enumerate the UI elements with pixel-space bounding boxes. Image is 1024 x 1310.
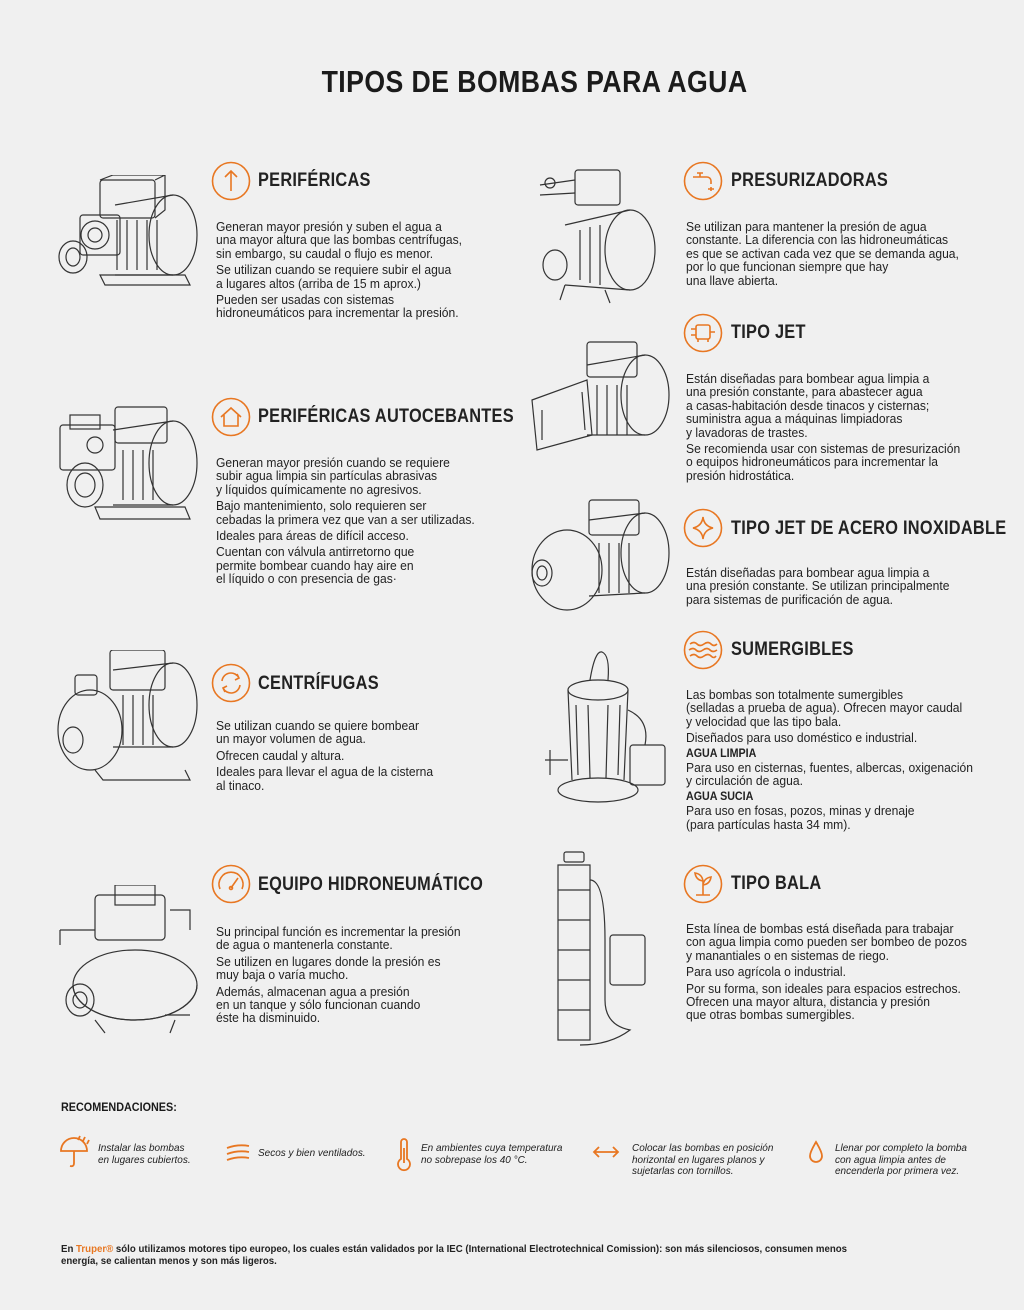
- subsection-title-agua-limpia: AGUA LIMPIA: [686, 747, 757, 760]
- paragraph: Están diseñadas para bombear agua limpia a una presión constante. Se utilizan principalmente para sistemas de purificación de agua.: [686, 565, 950, 607]
- hydropneumatic-equipment-illustration: [55, 885, 200, 1035]
- faucet-icon: [683, 161, 723, 201]
- paragraph: Cuentan con válvula antirretorno que permite bombear cuando hay aire en el líquido o con presencia de gas·: [216, 544, 415, 587]
- section-title-jet-inox: TIPO JET DE ACERO INOXIDABLE: [731, 518, 1007, 539]
- recommendations-title: RECOMENDACIONES:: [61, 1100, 177, 1114]
- section-body-centrifugas: [216, 719, 504, 795]
- section-title-jet: TIPO JET: [731, 322, 806, 343]
- paragraph: Por su forma, son ideales para espacios estrechos. Ofrecen una mayor altura, distancia y presión que otras bombas sumergibles.: [686, 980, 961, 1023]
- section-body-hidroneumatico: [216, 925, 514, 1028]
- recommendation-text: Llenar por completo la bomba con agua limpia antes de encenderla por primera vez.: [835, 1142, 967, 1177]
- pressurizer-pump-illustration: [535, 165, 665, 305]
- recommendation-text: Instalar las bombas en lugares cubiertos.: [98, 1142, 191, 1166]
- paragraph: Se utilizan para mantener la presión de agua constante. La diferencia con las hidroneumáticas es que se activan cada vez que se demanda agua, por lo que funcionan siempre que hay una llave abierta.: [686, 219, 959, 288]
- section-title-hidroneumatico: EQUIPO HIDRONEUMÁTICO: [258, 874, 484, 895]
- brand-name: Truper®: [76, 1243, 114, 1255]
- thermometer-icon: [395, 1138, 413, 1172]
- jet-pump-illustration: [527, 340, 672, 455]
- section-body-presurizadoras: [686, 220, 984, 290]
- gauge-icon: [211, 864, 251, 904]
- paragraph: Esta línea de bombas está diseñada para trabajar con agua limpia como pueden ser bombeo de pozos y manantiales o en sistemas de riego.: [686, 921, 967, 963]
- paragraph: Se recomienda usar con sistemas de presurización o equipos hidroneumáticos para incrementar la presión hidrostática.: [686, 441, 961, 483]
- recommendation-text: Secos y bien ventilados.: [258, 1147, 366, 1159]
- paragraph: Están diseñadas para bombear agua limpia a una presión constante, para abastecer agua a casas-habitación desde tinacos y cisternas; suministra agua a máquinas limpiadoras y lavadoras de trastes.: [686, 371, 930, 440]
- recommendation-text: Colocar las bombas en posición horizontal en lugares planos y sujetarlas con tornillos.: [632, 1142, 774, 1177]
- paragraph: Su principal función es incrementar la presión de agua o mantenerla constante.: [216, 924, 461, 953]
- paragraph: Bajo mantenimiento, solo requieren ser cebadas la primera vez que van a ser utilizadas.: [216, 498, 475, 527]
- section-title-sumergibles: SUMERGIBLES: [731, 639, 854, 660]
- section-body-sumergibles: [686, 688, 984, 834]
- paragraph: Diseñados para uso doméstico e industrial.: [686, 730, 918, 746]
- drop-icon: [808, 1140, 824, 1164]
- refresh-icon: [211, 663, 251, 703]
- paragraph: Generan mayor presión cuando se requiere subir agua limpia sin partículas abrasivas y líquidos químicamente no agresivos.: [216, 455, 450, 497]
- paragraph: Pueden ser usadas con sistemas hidroneumáticos para incrementar la presión.: [216, 292, 459, 321]
- paragraph: Se utilizen en lugares donde la presión es muy baja o varía mucho.: [216, 953, 441, 983]
- section-body-perifericas: [216, 220, 504, 323]
- house-icon: [211, 397, 251, 437]
- section-title-bala: TIPO BALA: [731, 873, 822, 894]
- paragraph: Para uso en fosas, pozos, minas y drenaje (para partículas hasta 34 mm).: [686, 803, 915, 832]
- section-body-jet: [686, 372, 984, 485]
- recommendation-text: En ambientes cuya temperatura no sobrepase los 40 °C.: [421, 1142, 563, 1166]
- paragraph: Las bombas son totalmente sumergibles (selladas a prueba de agua). Ofrecen mayor caudal y velocidad que las tipo bala.: [686, 687, 963, 729]
- section-body-jet-inox: [686, 566, 984, 609]
- paragraph: Para uso en cisternas, fuentes, albercas, oxigenación y circulación de agua.: [686, 760, 973, 789]
- paragraph: Ofrecen caudal y altura.: [216, 747, 345, 763]
- self-priming-pump-illustration: [55, 405, 205, 525]
- paragraph: Se utilizan cuando se quiere bombear un mayor volumen de agua.: [216, 718, 419, 747]
- pump-icon: [683, 313, 723, 353]
- waves-icon: [683, 630, 723, 670]
- arrow-up-icon: [211, 161, 251, 201]
- paragraph: Ideales para áreas de difícil acceso.: [216, 528, 409, 544]
- section-title-centrifugas: CENTRÍFUGAS: [258, 673, 379, 694]
- sparkle-icon: [683, 508, 723, 548]
- page-title: TIPOS DE BOMBAS PARA AGUA: [321, 64, 748, 99]
- footer-note: [61, 1243, 871, 1267]
- section-title-autocebantes: PERIFÉRICAS AUTOCEBANTES: [258, 406, 514, 427]
- centrifugal-pump-illustration: [55, 650, 205, 785]
- section-title-presurizadoras: PRESURIZADORAS: [731, 170, 889, 191]
- stainless-jet-pump-illustration: [527, 498, 672, 618]
- plant-icon: [683, 864, 723, 904]
- bullet-pump-illustration: [550, 850, 650, 1055]
- paragraph: Además, almacenan agua a presión en un tanque y sólo funcionan cuando éste ha disminuido.: [216, 983, 421, 1026]
- footer-prefix: En: [61, 1243, 77, 1255]
- paragraph: Ideales para llevar el agua de la cisterna al tinaco.: [216, 764, 434, 793]
- section-body-autocebantes: [216, 456, 504, 589]
- section-body-bala: [686, 922, 984, 1025]
- peripheral-pump-illustration: [55, 175, 205, 290]
- wind-icon: [225, 1142, 251, 1164]
- umbrella-icon: [58, 1134, 92, 1170]
- subsection-title-agua-sucia: AGUA SUCIA: [686, 790, 754, 803]
- submersible-pump-illustration: [540, 650, 670, 810]
- paragraph: Para uso agrícola o industrial.: [686, 964, 846, 980]
- section-title-perifericas: PERIFÉRICAS: [258, 170, 371, 191]
- footer-text: sólo utilizamos motores tipo europeo, los cuales están validados por la IEC (International Electrotechnical Comission): son más silenciosos, consumen menos energía, se calientan menos y son más ligeros.: [61, 1243, 848, 1267]
- horizontal-arrows-icon: [592, 1144, 620, 1160]
- paragraph: Generan mayor presión y suben el agua a una mayor altura que las bombas centrífugas, sin embargo, su caudal o flujo es menor.: [216, 219, 462, 261]
- paragraph: Se utilizan cuando se requiere subir el agua a lugares altos (arriba de 15 m aprox.): [216, 262, 452, 291]
